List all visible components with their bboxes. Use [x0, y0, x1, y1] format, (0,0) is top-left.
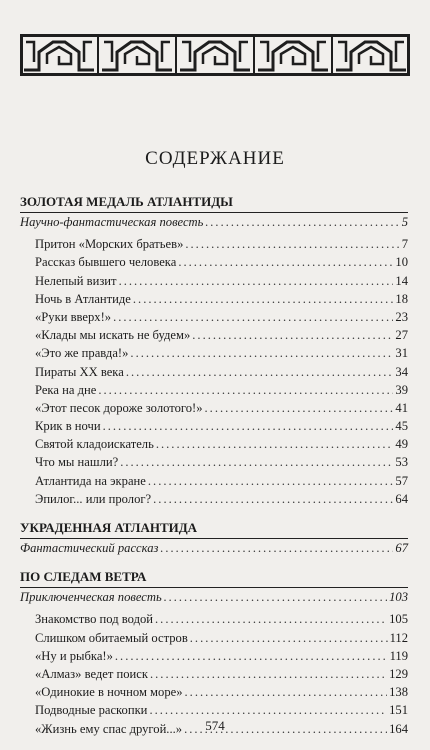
chapter-entry-page: 39: [395, 382, 408, 397]
part-genre-title: Приключенческая повесть: [20, 590, 162, 605]
chapter-entry-title: «Одинокие в ночном море»: [35, 685, 183, 700]
dot-leader: [185, 235, 399, 253]
chapter-entry-page: 151: [389, 703, 408, 718]
dot-leader: [149, 701, 387, 719]
chapter-entry-page: 64: [395, 491, 408, 506]
chapter-entry: [20, 363, 408, 381]
dot-leader: [148, 472, 394, 490]
chapter-entry: [20, 490, 408, 508]
chapter-entry-title: Что мы нашли?: [35, 455, 119, 470]
chapter-entry-title: Рассказ бывшего человека: [35, 255, 177, 270]
chapter-entry: [20, 701, 408, 719]
chapter-entry-title: Пираты XX века: [35, 364, 124, 379]
chapter-entry-title: Нелепый визит: [35, 273, 117, 288]
ornament-motif: [203, 47, 227, 64]
ornament-motif: [125, 47, 149, 64]
chapter-entry: [20, 326, 408, 344]
dot-leader: [205, 213, 399, 231]
part-genre-title: Научно-фантастическая повесть: [20, 215, 204, 229]
page-number: 574: [205, 718, 225, 733]
chapter-entry: [20, 610, 408, 628]
chapter-entry: [20, 453, 408, 471]
chapter-entry-page: 45: [395, 419, 408, 434]
part-genre-page: 67: [395, 541, 408, 555]
dot-leader: [103, 417, 394, 435]
chapter-entry-title: «Руки вверх!»: [35, 309, 112, 324]
chapter-entry-page: 57: [395, 473, 408, 488]
part-genre: [20, 588, 408, 606]
dot-leader: [160, 539, 393, 557]
dot-leader: [156, 435, 394, 453]
chapter-entry: [20, 629, 408, 647]
dot-leader: [133, 290, 394, 308]
chapter-entry-page: 105: [389, 612, 408, 627]
dot-leader: [150, 665, 387, 683]
chapter-entry-title: «Ну и рыбка!»: [35, 648, 113, 663]
chapter-entry-title: Святой кладоискатель: [35, 437, 154, 452]
decorative-meander-border: [20, 34, 410, 76]
dot-leader: [190, 629, 388, 647]
chapter-entry-title: Притон «Морских братьев»: [35, 237, 184, 252]
dot-leader: [113, 308, 393, 326]
chapter-entry-page: 41: [395, 400, 408, 415]
chapter-entry-page: 164: [389, 721, 408, 736]
ornament-motif: [47, 47, 71, 64]
chapter-entry: [20, 647, 408, 665]
chapter-entry: [20, 290, 408, 308]
chapter-entry-title: Ночь в Атлантиде: [35, 291, 131, 306]
dot-leader: [205, 399, 394, 417]
chapter-entry: [20, 235, 408, 253]
part-title: ЗОЛОТАЯ МЕДАЛЬ АТЛАНТИДЫ: [20, 192, 408, 213]
dot-leader: [119, 272, 394, 290]
ornament-motif: [281, 47, 305, 64]
dot-leader: [126, 363, 394, 381]
chapter-entry: [20, 308, 408, 326]
chapter-entry-page: 53: [395, 455, 408, 470]
chapter-entry-title: Знакомство под водой: [35, 612, 154, 627]
part-genre-page: 5: [401, 215, 408, 229]
chapter-entry: [20, 435, 408, 453]
chapter-entry-page: 23: [395, 309, 408, 324]
chapter-entry-page: 119: [389, 648, 408, 663]
part-title: ПО СЛЕДАМ ВЕТРА: [20, 567, 408, 588]
dot-leader: [130, 344, 393, 362]
part-title: УКРАДЕННАЯ АТЛАНТИДА: [20, 518, 408, 539]
toc-heading: СОДЕРЖАНИЕ: [145, 148, 285, 169]
dot-leader: [153, 490, 393, 508]
chapter-entry-title: Эпилог... или пролог?: [35, 491, 152, 506]
dot-leader: [185, 683, 388, 701]
chapter-entry: [20, 417, 408, 435]
chapter-entry-title: Крик в ночи: [35, 419, 101, 434]
chapter-entry-title: «Этот песок дороже золотого!»: [35, 400, 203, 415]
dot-leader: [98, 381, 393, 399]
dot-leader: [120, 453, 393, 471]
dot-leader: [155, 610, 387, 628]
chapter-entry-title: Атлантида на экране: [35, 473, 146, 488]
chapter-entry: [20, 344, 408, 362]
part-genre-title: Фантастический рассказ: [20, 541, 159, 555]
chapter-entry-page: 18: [395, 291, 408, 306]
dot-leader: [178, 253, 393, 271]
chapter-entry-title: «Алмаз» ведет поиск: [35, 666, 148, 681]
chapter-entry-page: 14: [395, 273, 408, 288]
chapter-entry-page: 49: [395, 437, 408, 452]
chapter-entry-title: «Клады мы искать не будем»: [35, 328, 191, 343]
chapter-entry-title: Слишком обитаемый остров: [35, 630, 188, 645]
chapter-entry-page: 10: [395, 255, 408, 270]
chapter-entry: [20, 399, 408, 417]
chapter-entry-page: 34: [395, 364, 408, 379]
dot-leader: [192, 326, 393, 344]
table-of-contents: [20, 192, 408, 738]
chapter-entry-title: «Жизнь ему спас другой...»: [35, 721, 183, 736]
dot-leader: [164, 588, 387, 606]
chapter-entry-page: 31: [395, 346, 408, 361]
chapter-entry: [20, 472, 408, 490]
chapter-entry-page: 129: [389, 666, 408, 681]
chapter-entry-title: Река на дне: [35, 382, 97, 397]
part-genre: [20, 539, 408, 557]
chapter-entry-title: Подводные раскопки: [35, 703, 148, 718]
dot-leader: [115, 647, 388, 665]
part-genre: [20, 213, 408, 231]
chapter-entry-title: «Это же правда!»: [35, 346, 129, 361]
ornament-motif: [359, 47, 383, 64]
chapter-entry-page: 27: [395, 328, 408, 343]
chapter-entry: [20, 381, 408, 399]
part-genre-page: 103: [389, 590, 408, 605]
chapter-entry: [20, 253, 408, 271]
chapter-entry: [20, 665, 408, 683]
chapter-entry: [20, 683, 408, 701]
chapter-entry-page: 112: [389, 630, 408, 645]
chapter-entry-page: 7: [401, 237, 408, 252]
chapter-entry-page: 138: [389, 685, 408, 700]
chapter-entry: [20, 272, 408, 290]
